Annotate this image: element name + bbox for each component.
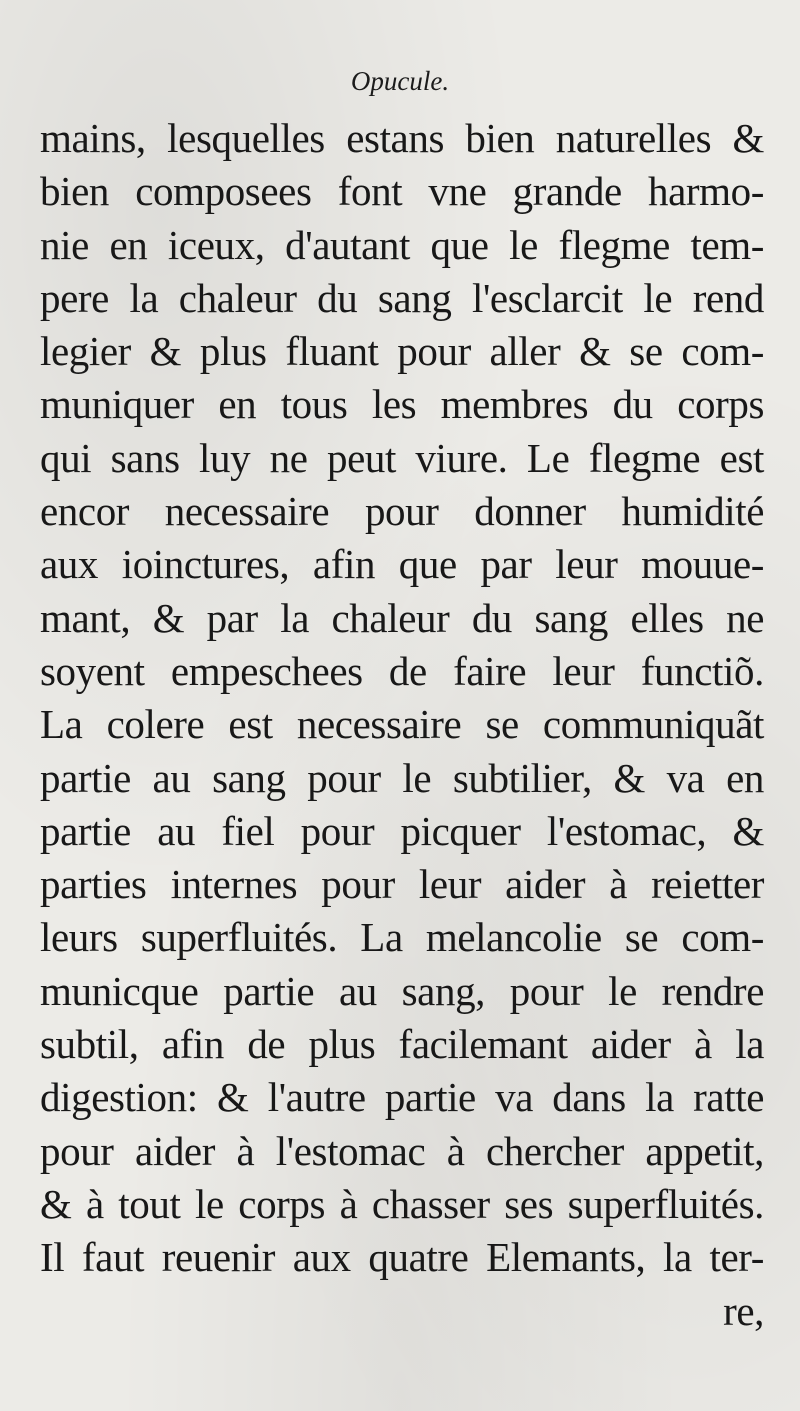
text-line: soyent empeschees de faire leur functiõ. <box>40 647 764 694</box>
text-line: partie au sang pour le subtilier, & va en <box>40 754 764 801</box>
text-line: La colere est necessaire se communiquãt <box>40 701 764 748</box>
text-line: bien composees font vne grande harmo- <box>40 168 764 215</box>
text-line: Il faut reuenir aux quatre Elemants, la ter- <box>40 1234 764 1281</box>
body-text <box>40 112 764 1338</box>
text-line: qui sans luy ne peut viure. Le flegme est <box>40 434 764 481</box>
text-line: mant, & par la chaleur du sang elles ne <box>40 594 764 641</box>
text-line: leurs superfluités. La melancolie se com- <box>40 914 764 961</box>
running-head: Opucule. <box>350 66 450 96</box>
text-line: aux ioinctures, afin que par leur mouue- <box>40 541 764 588</box>
text-line: municque partie au sang, pour le rendre <box>40 967 764 1014</box>
text-line: mains, lesquelles estans bien naturelles & <box>40 115 764 161</box>
catchword: re, <box>723 1287 764 1334</box>
text-line: encor necessaire pour donner humidité <box>40 488 764 535</box>
text-line: legier & plus fluant pour aller & se com- <box>40 328 764 375</box>
text-line: & à tout le corps à chasser ses superfluités. <box>40 1180 764 1227</box>
text-line: muniquer en tous les membres du corps <box>40 381 764 428</box>
text-line: digestion: & l'autre partie va dans la ratte <box>40 1074 764 1121</box>
text-line: pour aider à l'estomac à chercher appetit, <box>40 1127 764 1174</box>
text-line: pere la chaleur du sang l'esclarcit le rend <box>40 274 764 321</box>
text-line: partie au fiel pour picquer l'estomac, & <box>40 807 764 854</box>
text-line: subtil, afin de plus facilemant aider à la <box>40 1021 764 1068</box>
text-line: nie en iceux, d'autant que le flegme tem- <box>40 221 764 268</box>
text-line: parties internes pour leur aider à reietter <box>40 861 764 908</box>
